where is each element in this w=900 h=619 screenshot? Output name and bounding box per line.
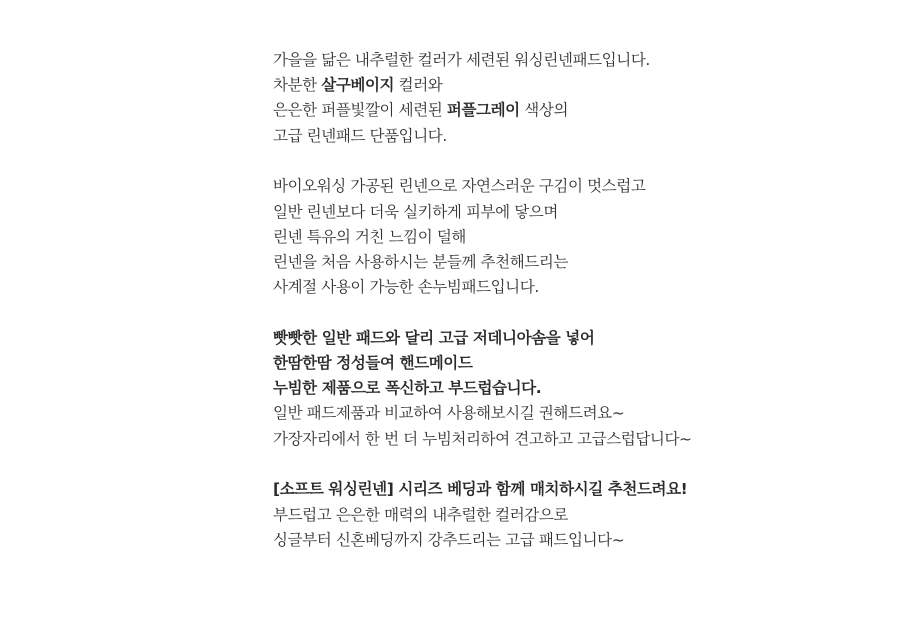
line-text: 컬러와 [394,76,443,95]
description-line [273,98,893,123]
description-paragraph [273,174,893,300]
description-paragraph [273,326,893,452]
description-paragraph [273,477,893,553]
description-line [273,326,893,351]
description-line [273,48,893,73]
line-text: 가을을 닮은 내추럴한 컬러가 세련된 워싱린넨패드입니다. [273,51,650,69]
product-description [273,48,893,553]
description-line [273,124,893,149]
description-line [273,174,893,199]
description-line [273,275,893,300]
line-text: 일반 패드제품과 비교하여 사용해보시길 권해드려요~ [273,404,625,423]
description-paragraph [273,48,893,149]
description-line [273,200,893,225]
line-text: 차분한 [273,76,322,95]
line-text: 린넨을 처음 사용하시는 분들께 추천해드리는 [273,252,568,271]
paragraph-spacer [273,300,893,326]
description-line [273,376,893,401]
paragraph-spacer [273,452,893,478]
description-line [273,528,893,553]
line-text: 사계절 사용이 가능한 손누빔패드입니다. [273,278,539,297]
description-line [273,351,893,376]
description-line [273,250,893,275]
emphasized-text: 퍼플그레이 [446,101,520,120]
line-text: 은은한 퍼플빛깔이 세련된 [273,101,447,120]
emphasized-text: 빳빳한 일반 패드와 달리 고급 저데니아솜을 넣어 [273,328,595,347]
paragraph-spacer [273,149,893,175]
line-text: 부드럽고 은은한 매력의 내추럴한 컬러감으로 [273,505,568,524]
line-text: 바이오워싱 가공된 린넨으로 자연스러운 구김이 멋스럽고 [273,177,646,196]
emphasized-text: 한땀한땀 정성들여 핸드메이드 [273,354,473,373]
emphasized-text: 살구베이지 [321,76,395,95]
description-line [273,427,893,452]
description-line [273,401,893,426]
line-text: 일반 린넨보다 더욱 실키하게 피부에 닿으며 [273,202,558,221]
line-text: 린넨 특유의 거친 느낌이 덜해 [273,227,466,246]
emphasized-text: 누빔한 제품으로 폭신하고 부드럽습니다. [273,379,542,398]
line-text: 색상의 [519,101,569,120]
description-line [273,503,893,528]
line-text: 가장자리에서 한 번 더 누빔처리하여 견고하고 고급스럽답니다~ [273,429,692,448]
description-line [273,225,893,250]
description-line [273,477,893,502]
line-text: 싱글부터 신혼베딩까지 강추드리는 고급 패드입니다~ [273,530,625,549]
description-line [273,73,893,98]
line-text: 고급 린넨패드 단품입니다. [273,126,447,145]
emphasized-text: [소프트 워싱린넨] 시리즈 베딩과 함께 매치하시길 추천드려요! [273,480,688,499]
